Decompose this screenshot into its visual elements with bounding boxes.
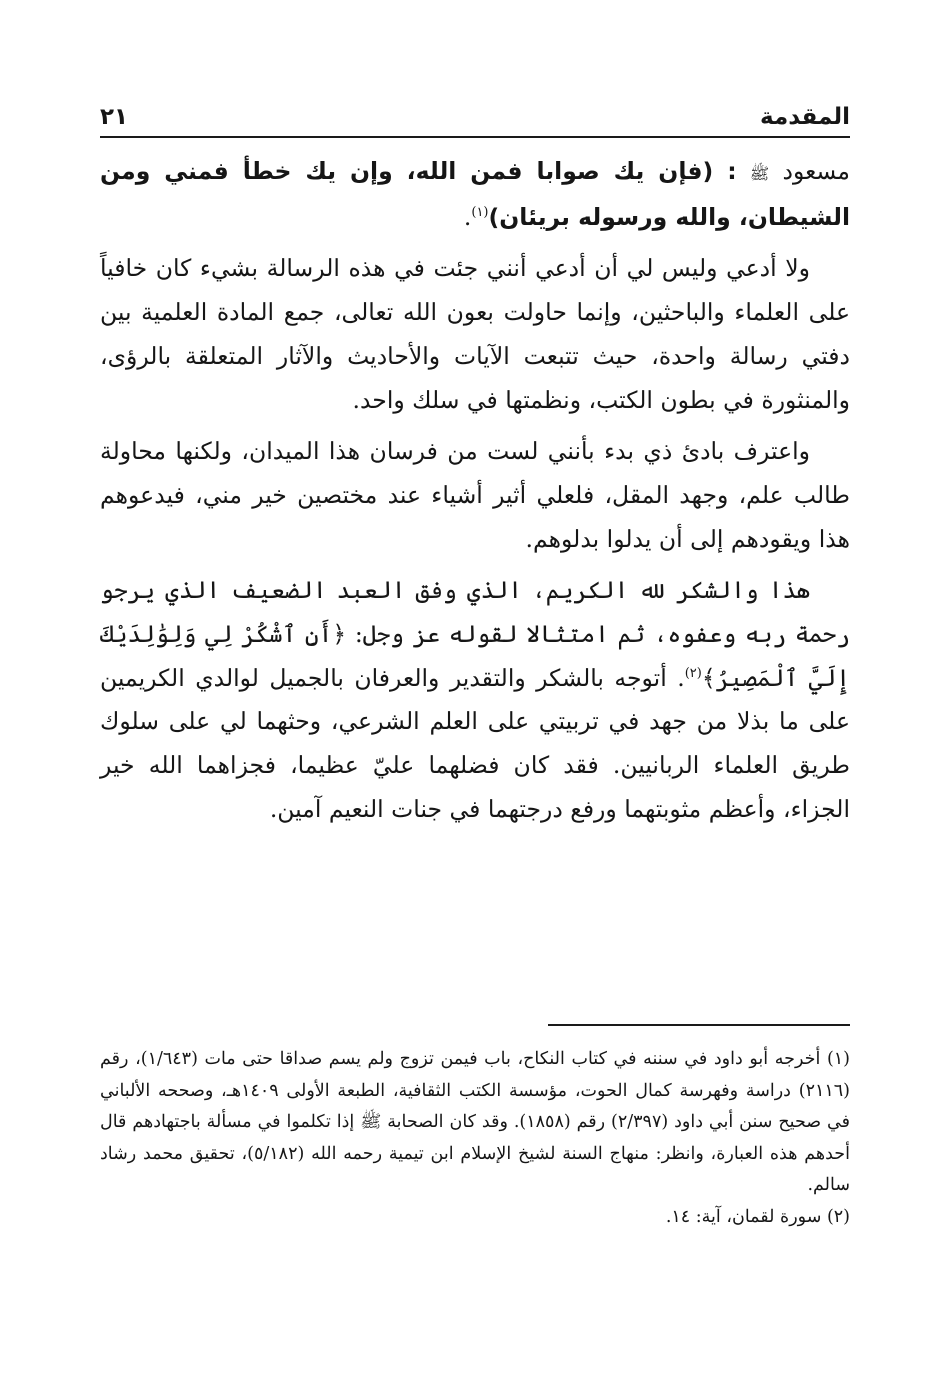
paragraph-4-text: هذا والشكر لله الكريم، الذي وفق العبد الضعيف الذي يرجو رحمة ربه وعفوه، ثم امتثالا لقوله عز وجل: <box>100 576 850 649</box>
footnote-ref-1[interactable]: (١) <box>471 204 489 220</box>
footnote-separator <box>548 1024 850 1026</box>
footnote-1-honorific: ﷺ <box>360 1112 382 1133</box>
page-number: ٢١ <box>100 104 129 130</box>
footnote-ref-2[interactable]: (٢) <box>684 665 702 681</box>
footnote-1-text-2: إذا تكلموا في مسألة باجتهادهم قال أحدهم هذه العبارة، وانظر: منهاج السنة لشيخ الإسلام ابن تيمية <box>100 1112 850 1164</box>
footnote-1 <box>100 1044 850 1202</box>
quoted-saying: : (فإن يك صوابا فمن الله، وإن يك خطأ فمني ومن الشيطان، والله ورسوله بريئان) <box>100 157 850 231</box>
footnote-1-honorific-2: رحمه الله <box>311 1143 383 1164</box>
footnote-2-marker: (٢) <box>826 1206 850 1227</box>
footnote-1-text-3: (٥/١٨٢)، تحقيق محمد رشاد سالم. <box>100 1143 850 1196</box>
paragraph-3: واعترف بادئ ذي بدء بأنني لست من فرسان هذا الميدان، ولكنها محاولة طالب علم، وجهد المقل، فلعلي أثير أشياء عند مختصين خير مني، فيدعوهم هذا ويقودهم إلى أن يدلوا بدلوهم. <box>100 437 850 553</box>
quran-verse: ﴿أَنِ ٱشْكُرْ لِي وَلِوَٰلِدَيْكَ إِلَيَّ ٱلْمَصِيرُ﴾ <box>100 620 850 692</box>
paragraph-1-prefix: مسعود <box>782 157 850 185</box>
footnote-1-marker: (١) <box>826 1049 850 1069</box>
chapter-title: المقدمة <box>760 104 850 130</box>
paragraph-2: ولا أدعي وليس لي أن أدعي أنني جئت في هذه الرسالة بشيء كان خافياً على العلماء والباحثين، وإنما حاولت بعون الله تعالى، جمع المادة العلمية بين دفتي رسالة واحدة، حيث تتبعت الآيات والأحاديث والآثار المتعلقة بالرؤى، والمنثورة في بطون الكتب، ونظمتها في سلك واحد. <box>100 254 850 414</box>
footnotes <box>100 1044 850 1234</box>
paragraph-1-suffix: . <box>463 202 472 231</box>
footnote-2-text: سورة لقمان، آية: ١٤. <box>665 1206 822 1227</box>
footnote-1-text: أخرجه أبو داود في سننه في كتاب النكاح، باب فيمن تزوج ولم يسم صداقا حتى مات (١/٦٤٣)، رقم (٢١١٦) دراسة وفهرسة كمال الحوت، مؤسسة الكتب الثقافية، الطبعة الأولى ١٤٠٩هـ، وصححه الألباني في صحيح سنن أبي داود (٢/٣٩٧) رقم (١٨٥٨). وقد كان الصحابة <box>100 1049 850 1133</box>
honorific-mark: ﷺ <box>749 164 770 183</box>
paragraph-1 <box>100 150 850 239</box>
footnote-2 <box>100 1202 850 1234</box>
paragraph-4-after: . أتوجه بالشكر والتقدير والعرفان بالجميل لوالدي الكريمين على ما بذلا من جهد في تربيتي على العلم الشرعي، وحثهما لي على سلوك طريق العلماء الربانيين. فقد كان فضلهما عليّ عظيما، فجزاهما الله خير الجزاء، وأعظم مثوبتهما ورفع درجتهما في جنات النعيم آمين. <box>100 663 850 823</box>
running-header <box>100 88 850 138</box>
main-text <box>100 150 850 840</box>
paragraph-4 <box>100 569 850 831</box>
